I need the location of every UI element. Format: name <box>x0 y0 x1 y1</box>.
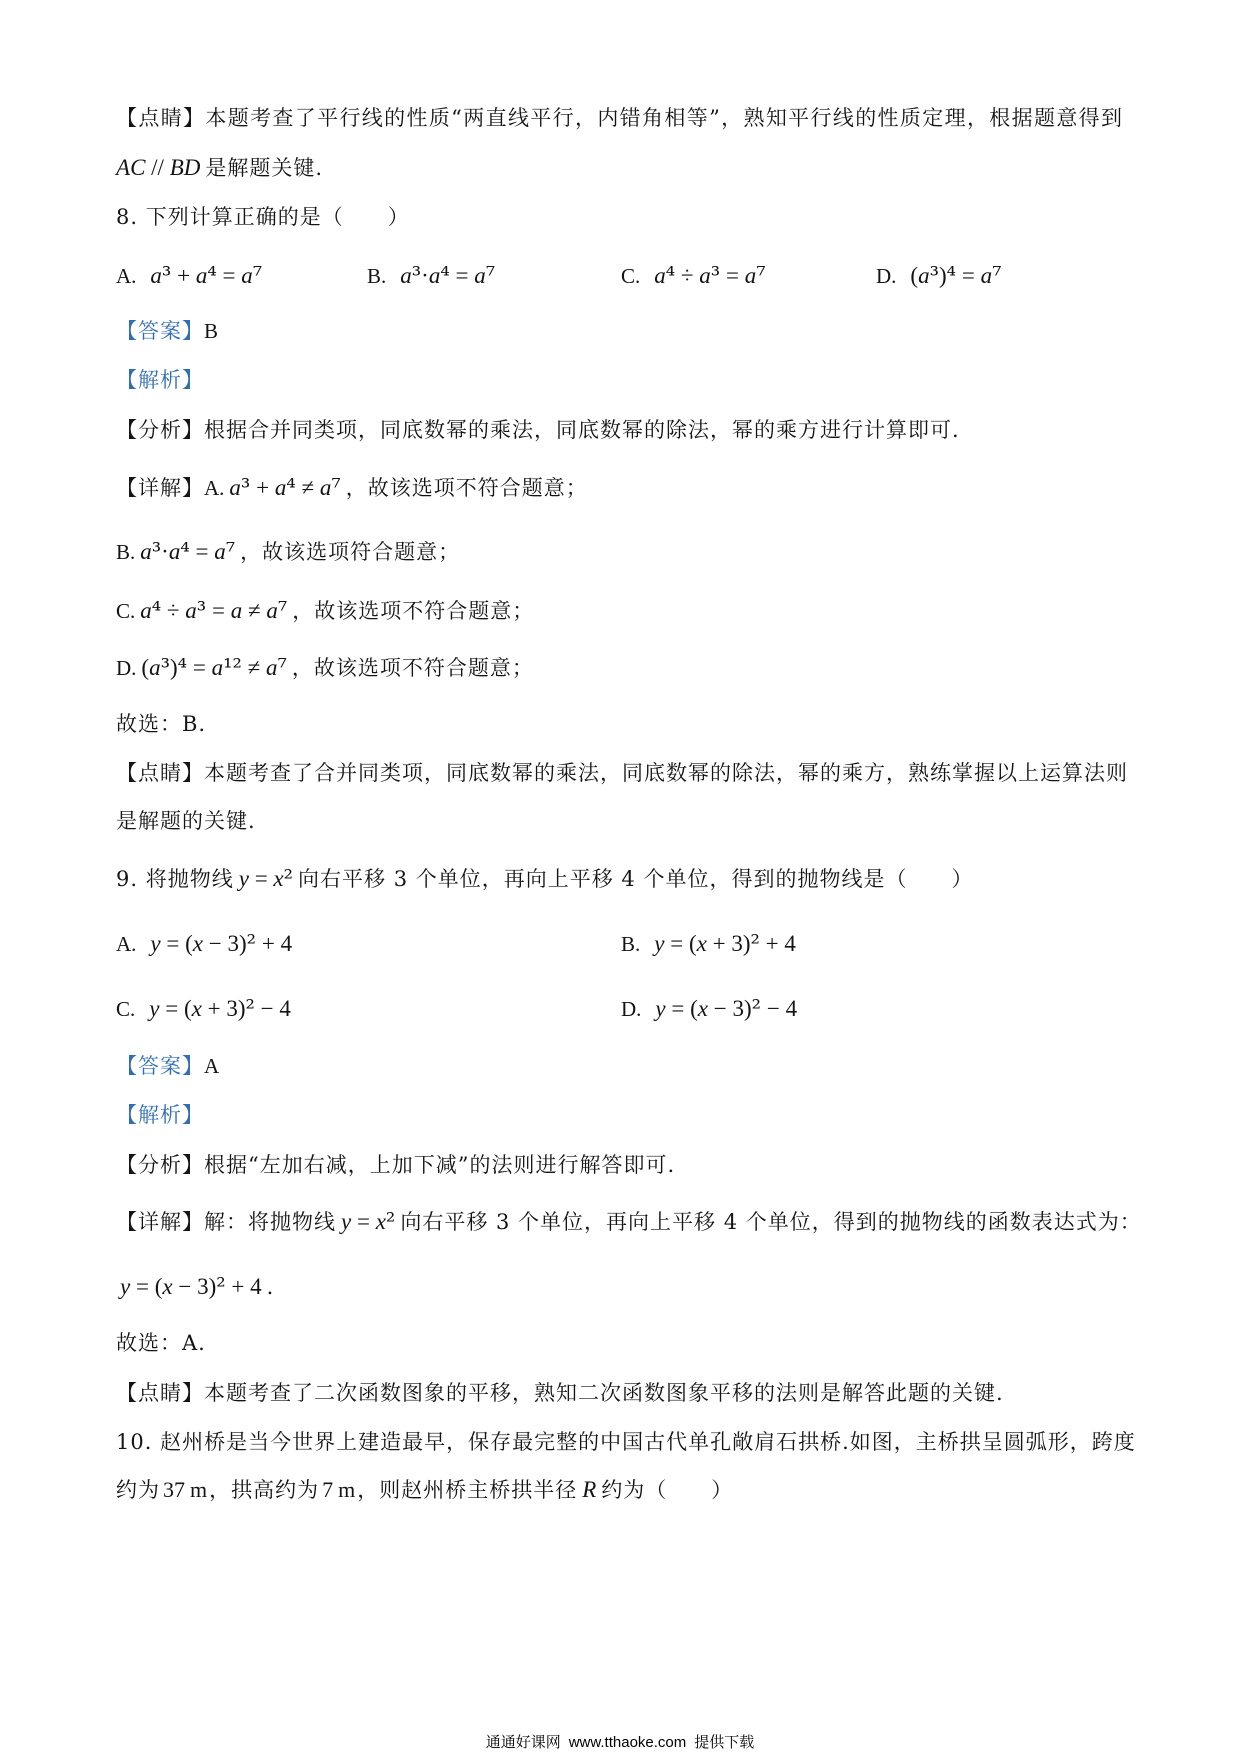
q8-detail-d-math: (a³)⁴ = a¹² ≠ a⁷ <box>141 653 287 681</box>
q7-dianjing-text-2: 是解题关键. <box>205 156 324 180</box>
math-exponent: ⁴ <box>946 261 957 289</box>
q8-answer-label: 【答案】 <box>116 319 204 343</box>
math-exponent: ⁴ <box>177 653 188 681</box>
math-exponent: ⁷ <box>277 596 288 624</box>
math-variable: a <box>428 263 441 288</box>
math-variable: a <box>241 263 253 288</box>
q9-xiangjie-label: 【详解】 <box>116 1210 204 1234</box>
math-exponent: ⁷ <box>992 261 1002 289</box>
math-exponent: ⁴ <box>151 596 162 624</box>
q10-stem-line-2 <box>116 1476 733 1504</box>
math-exponent: ⁷ <box>225 537 236 565</box>
math-variable: y <box>149 996 160 1021</box>
q10-text-d: 约为（ ） <box>601 1478 734 1502</box>
math-variable: y <box>120 1274 131 1299</box>
q8-detail-d-text: ，故该选项不符合题意； <box>291 656 534 680</box>
q9-result-line <box>120 1272 274 1301</box>
math-exponent: ⁷ <box>485 261 496 289</box>
q10-span-value: 37 <box>163 1477 185 1502</box>
q9-result-math: y = (x − 3)² + 4 <box>120 1272 262 1300</box>
math-variable: a <box>400 263 412 288</box>
q9-fenxi-line <box>116 1151 675 1179</box>
q9-dianjing-text: 本题考查了二次函数图象的平移，熟知二次函数图象平移的法则是解答此题的关键. <box>204 1381 1004 1405</box>
math-variable: a <box>211 655 224 680</box>
q9-xiangjie-text-2: 向右平移 3 个单位，再向上平移 4 个单位，得到的抛物线的函数表达式为： <box>400 1210 1142 1234</box>
math-variable: A <box>116 155 131 180</box>
math-exponent: ⁷ <box>756 261 766 289</box>
math-variable: a <box>319 475 332 500</box>
q9-option-d-math: y = (x − 3)² − 4 <box>655 994 798 1022</box>
q8-option-c-label: C. <box>621 264 641 288</box>
math-variable: y <box>341 1209 352 1234</box>
q8-dianjing-text-1: 本题考查了合并同类项，同底数幂的乘法，同底数幂的除法，幂的乘方，熟练掌握以上运算法则 <box>204 761 1128 785</box>
q9-stem-math: y = x² <box>238 864 294 892</box>
q8-detail-a <box>116 473 588 502</box>
q8-xiangjie-label: 【详解】 <box>116 476 204 500</box>
math-variable: a <box>474 263 486 288</box>
q9-answer-line <box>116 1052 219 1080</box>
q8-detail-d <box>116 653 534 682</box>
q8-option-a-label: A. <box>116 264 137 288</box>
math-exponent: ⁴ <box>665 261 676 289</box>
q7-dianjing-line-2 <box>116 154 323 182</box>
q8-option-c-math: a⁴ ÷ a³ = a⁷ <box>654 261 766 289</box>
math-exponent: ³ <box>929 261 939 289</box>
math-variable: y <box>150 931 161 956</box>
q10-span-unit: m <box>190 1477 208 1502</box>
math-variable: x <box>162 1274 173 1299</box>
math-variable: C <box>130 155 146 180</box>
q9-option-a-label: A. <box>116 932 137 956</box>
q9-xiangjie-line <box>116 1207 1142 1236</box>
math-exponent: ⁷ <box>331 473 341 501</box>
q10-text-a: 约为 <box>116 1478 160 1502</box>
math-variable: a <box>744 263 757 288</box>
math-exponent: ¹ <box>223 653 233 681</box>
q9-stem-text-1: 9. 将抛物线 <box>116 867 234 891</box>
footer-url: www.tthaoke.com <box>568 1734 687 1751</box>
q9-stem <box>116 864 973 893</box>
q8-detail-c-label: C. <box>116 599 136 623</box>
q8-analysis-line <box>116 366 204 394</box>
q8-option-b-math: a³·a⁴ = a⁷ <box>400 261 496 289</box>
math-exponent: ⁴ <box>180 537 190 565</box>
q8-detail-c-math: a⁴ ÷ a³ = a ≠ a⁷ <box>140 596 288 624</box>
math-exponent: ⁴ <box>440 261 450 289</box>
math-variable: a <box>229 475 241 500</box>
q8-dianjing-line-1 <box>116 759 1128 787</box>
math-exponent: ³ <box>160 653 170 681</box>
q9-choose: 故选：A. <box>116 1331 206 1355</box>
q9-stem-text-2: 向右平移 3 个单位，再向上平移 4 个单位，得到的抛物线是（ ） <box>298 867 974 891</box>
q8-analysis-label: 【解析】 <box>116 368 204 392</box>
math-variable: a <box>214 539 226 564</box>
math-variable: y <box>655 996 666 1021</box>
math-exponent: ² <box>216 1272 226 1300</box>
q8-detail-c-text: ，故该选项不符合题意； <box>292 599 535 623</box>
q9-answer-label: 【答案】 <box>116 1054 204 1078</box>
q9-fenxi-text: 根据“左加右减，上加下减”的法则进行解答即可. <box>204 1153 676 1177</box>
q10-stem-line-1: 10. 赵州桥是当今世界上建造最早，保存最完整的中国古代单孔敞肩石拱桥.如图，主桥拱呈圆弧形，跨度 <box>116 1430 1136 1454</box>
footer-suffix: 提供下载 <box>694 1733 755 1751</box>
q8-detail-b-math: a³·a⁴ = a⁷ <box>140 537 236 565</box>
q8-choose: 故选：B. <box>116 712 207 736</box>
q8-option-d-math: (a³)⁴ = a⁷ <box>910 261 1002 289</box>
math-exponent: ² <box>245 994 255 1022</box>
math-variable: a <box>150 263 162 288</box>
q8-option-a-math: a³ + a⁴ = a⁷ <box>150 261 263 289</box>
q9-option-d-label: D. <box>621 997 642 1021</box>
q8-detail-b-label: B. <box>116 540 136 564</box>
q9-option-a <box>116 929 297 958</box>
page-footer <box>0 1734 1240 1751</box>
q9-analysis-label: 【解析】 <box>116 1103 204 1127</box>
q9-option-b-label: B. <box>621 932 641 956</box>
q9-analysis-line <box>116 1101 204 1129</box>
q9-option-c-math: y = (x + 3)² − 4 <box>149 994 291 1022</box>
q7-dianjing-label: 【点睛】 <box>116 106 206 130</box>
q8-detail-a-text: ，故该选项不符合题意； <box>345 476 588 500</box>
math-variable: a <box>980 263 993 288</box>
q8-detail-b-text: ，故该选项符合题意； <box>240 540 461 564</box>
q7-dianjing-line-1 <box>116 104 1123 132</box>
q8-dianjing-line-2: 是解题的关键. <box>116 809 256 833</box>
math-variable: y <box>654 931 665 956</box>
q8-option-d-label: D. <box>876 264 897 288</box>
math-variable: x <box>375 1209 386 1234</box>
q10-text-b: ，拱高约为 <box>209 1478 320 1502</box>
q10-text-c: ，则赵州桥主桥拱半径 <box>357 1478 578 1502</box>
math-variable: a <box>149 655 161 680</box>
q8-detail-b <box>116 537 460 566</box>
q8-fenxi-text: 根据合并同类项，同底数幂的乘法，同底数幂的除法，幂的乘方进行计算即可. <box>204 418 960 442</box>
q8-detail-c <box>116 596 534 625</box>
math-variable: a <box>168 539 181 564</box>
math-variable: a <box>140 539 152 564</box>
math-exponent: ⁷ <box>277 653 287 681</box>
q8-fenxi-label: 【分析】 <box>116 418 204 442</box>
math-exponent: ⁴ <box>286 473 296 501</box>
footer-site-name: 通通好课网 <box>485 1733 561 1751</box>
math-exponent: ³ <box>161 261 172 289</box>
q9-option-c <box>116 994 296 1023</box>
math-variable: a <box>266 655 278 680</box>
q8-answer-value: B <box>204 319 219 343</box>
q9-option-c-label: C. <box>116 997 136 1021</box>
q8-option-b <box>367 261 500 290</box>
math-exponent: ² <box>232 653 242 681</box>
math-variable: a <box>140 598 152 623</box>
math-variable: D <box>183 155 201 180</box>
q10-height-unit: m <box>338 1477 356 1502</box>
q9-result-tail: . <box>266 1275 275 1299</box>
q9-fenxi-label: 【分析】 <box>116 1153 204 1177</box>
math-variable: a <box>699 263 711 288</box>
q9-option-a-math: y = (x − 3)² + 4 <box>150 929 293 957</box>
math-exponent: ³ <box>240 473 251 501</box>
q9-answer-value: A <box>204 1054 220 1078</box>
math-variable: a <box>274 475 287 500</box>
math-exponent: ³ <box>411 261 422 289</box>
math-variable: a <box>185 598 197 623</box>
math-variable: a <box>654 263 666 288</box>
q8-stem: 8. 下列计算正确的是（ ） <box>116 205 410 229</box>
math-variable: x <box>697 996 709 1021</box>
math-variable: B <box>169 155 184 180</box>
q9-dianjing-line <box>116 1379 1004 1407</box>
q8-option-c <box>621 261 771 290</box>
math-exponent: ³ <box>196 596 207 624</box>
math-exponent: ² <box>385 1207 396 1235</box>
math-variable: a <box>195 263 208 288</box>
q9-xiangjie-math: y = x² <box>341 1207 396 1235</box>
math-exponent: ³ <box>151 537 162 565</box>
math-variable: x <box>273 866 284 891</box>
q8-detail-d-label: D. <box>116 656 137 680</box>
q10-radius-symbol <box>577 1477 601 1502</box>
q8-option-b-label: B. <box>367 264 387 288</box>
math-variable: a <box>266 598 278 623</box>
q9-dianjing-label: 【点睛】 <box>116 1381 204 1405</box>
q8-dianjing-label: 【点睛】 <box>116 761 204 785</box>
math-variable: a <box>230 598 243 623</box>
math-variable: R <box>582 1477 597 1502</box>
math-exponent: ⁷ <box>252 261 263 289</box>
q9-option-b <box>621 929 801 958</box>
math-exponent: ² <box>283 864 294 892</box>
math-variable: x <box>192 931 204 956</box>
q10-height-value: 7 <box>322 1477 334 1502</box>
q8-fenxi-line <box>116 416 960 444</box>
q9-xiangjie-text-1: 解：将抛物线 <box>204 1210 336 1234</box>
q8-option-a <box>116 261 267 290</box>
q7-dianjing-math: AC // BD <box>116 155 201 180</box>
math-variable: y <box>238 866 249 891</box>
q9-option-b-math: y = (x + 3)² + 4 <box>654 929 796 957</box>
math-variable: a <box>918 263 930 288</box>
math-exponent: ³ <box>710 261 721 289</box>
math-exponent: ² <box>751 994 762 1022</box>
q8-detail-a-label: A. <box>204 476 225 500</box>
q7-dianjing-text-1: 本题考查了平行线的性质“两直线平行，内错角相等”，熟知平行线的性质定理，根据题意得到 <box>205 106 1124 130</box>
math-variable: x <box>191 996 202 1021</box>
math-exponent: ⁴ <box>207 261 217 289</box>
q8-option-d <box>876 261 1006 290</box>
q8-answer-line <box>116 317 218 345</box>
q8-detail-a-math: a³ + a⁴ ≠ a⁷ <box>229 473 341 501</box>
q9-option-d <box>621 994 802 1023</box>
math-exponent: ² <box>750 929 760 957</box>
math-variable: x <box>696 931 707 956</box>
math-exponent: ² <box>246 929 257 957</box>
